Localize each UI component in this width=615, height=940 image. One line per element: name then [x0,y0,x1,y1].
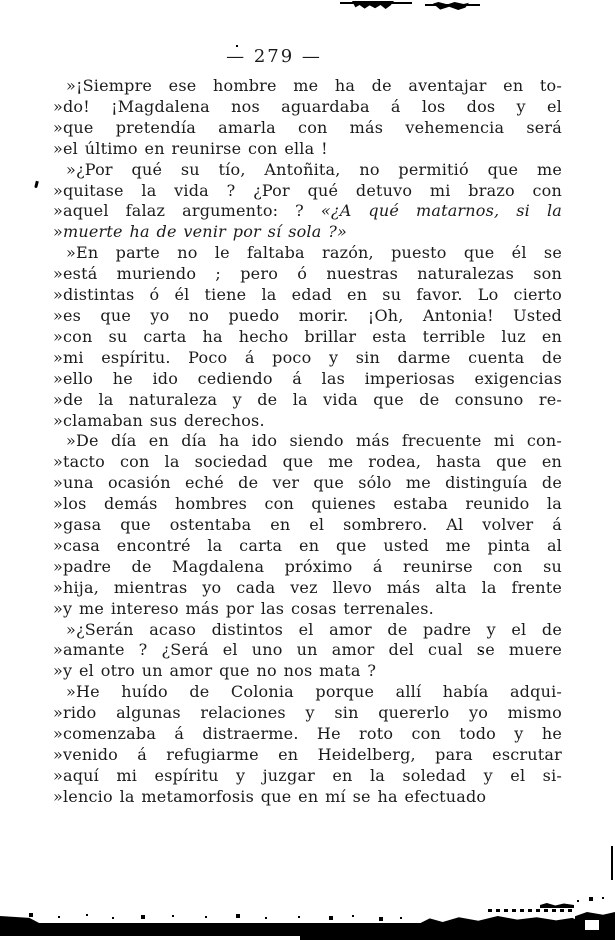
text-line: »y el otro un amor que no nos mata ? [53,661,377,681]
paragraph [53,682,562,807]
text-line: »aquí mi espíritu y juzgar en la soledad y el si- [53,765,562,785]
paragraph [53,76,562,160]
text-line: »ello he ido cediendo á las imperiosas exigencias [53,368,562,388]
text-line: »y me intereso más por las cosas terrenales. [53,598,434,618]
text-line: »tacto con la sociedad que me rodea, hasta que en [53,452,562,472]
scan-line-artifact [611,846,613,880]
text-line: »do! ¡Magdalena nos aguardaba á los dos y el [53,96,562,116]
text-line: »mi espíritu. Poco á poco y sin darme cuenta de [53,347,562,367]
paragraph [53,620,562,683]
scan-dashes [540,903,574,908]
text-line: »el último en reunirse con ella ! [53,138,328,158]
text-line: »hija, mientras yo cada vez llevo más alta la frente [53,577,562,597]
scan-artifact-gap [585,920,599,930]
text-line: »¿Serán acaso distintos el amor de padre y el de [66,619,562,639]
paragraph [53,431,562,619]
text-line: »gasa que ostentaba en el sombrero. Al volver á [53,515,562,535]
text-line: »lencio la metamorfosis que en mí se ha efectuado [53,786,487,806]
scan-artifact-bottom [420,916,582,940]
text-line: »distintas ó él tiene la edad en su favor. Lo cierto [53,285,562,305]
text-line: »amante ? ¿Será el uno un amor del cual se muere [53,640,562,660]
text-line: »De día en día ha ido siendo más frecuente mi con- [66,431,562,451]
text-line: »padre de Magdalena próximo á reunirse con su [53,556,562,576]
scan-dashes [488,909,572,912]
text-line: »que pretendía amarla con más vehemencia será [53,117,562,137]
page-text [53,76,562,808]
text-line [53,222,562,243]
paragraph [53,160,562,244]
scan-speckles [0,0,2,2]
text-line: »rido algunas relaciones y sin quererlo yo mismo [53,703,562,723]
text-line: »comenzaba á distraerme. He roto con todo y he [53,724,562,744]
text-line: »con su carta ha hecho brillar esta terrible luz en [53,326,562,346]
text-line: »venido á refugiarme en Heidelberg, para escrutar [53,745,562,764]
text-line: »He huído de Colonia porque allí había adqui- [66,682,562,702]
scan-smudge [352,1,394,9]
paragraph [53,243,562,431]
quote-italic: muerte ha de venir por sí sola ?» [63,222,348,242]
text-line: »casa encontré la carta en que usted me pinta al [53,535,562,555]
text-line: »clamaban sus derechos. [53,410,265,430]
text-line: »En parte no le faltaba razón, puesto que él se [66,243,562,263]
text-line: »los demás hombres con quienes estaba reunido la [53,494,562,514]
quote-roman: » [53,222,63,242]
text-line [53,201,562,222]
text-line: »¡Siempre ese hombre me ha de aventajar en to- [66,76,562,95]
text-line: »es que yo no puedo morir. ¡Oh, Antonia! Usted [53,305,562,325]
text-line: »está muriendo ; pero ó nuestras naturalezas son [53,264,562,284]
scan-speck [34,181,39,189]
text-line: »una ocasión eché de ver que sólo me distinguía de [53,473,562,493]
quote-italic: «¿A qué matarnos, si la [320,201,562,221]
page-number: — 279 — [226,46,322,67]
text-line: »de la naturaleza y de la vida que de consuno re- [53,389,562,409]
text-line: »¿Por qué su tío, Antoñita, no permitió que me [66,159,562,179]
quote-roman: »aquel falaz argumento: ? [53,201,321,221]
text-line: »quitase la vida ? ¿Por qué detuvo mi brazo con [53,180,562,200]
